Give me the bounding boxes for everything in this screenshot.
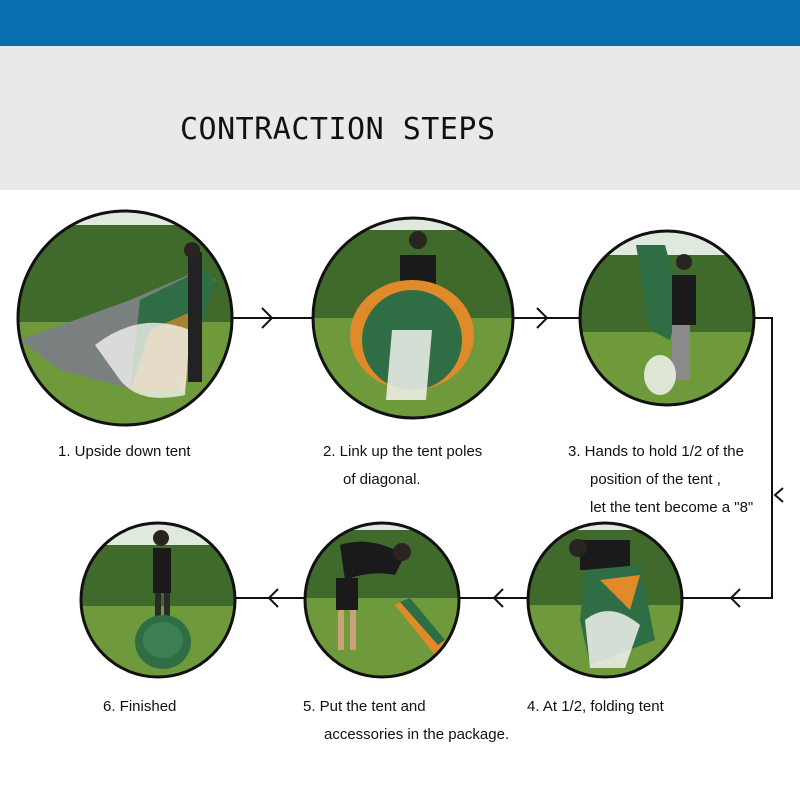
step-5-caption: 5. Put the tent and accessories in the package.	[303, 698, 510, 743]
finished-bag-photo	[78, 520, 243, 686]
folding-tent-photo	[525, 520, 685, 685]
packing-tent-photo	[300, 520, 465, 680]
step-4-caption: 4. At 1/2, folding tent	[527, 698, 664, 715]
tent-figure-eight-photo	[578, 228, 758, 412]
step-1-caption: 1. Upside down tent	[58, 443, 191, 460]
step-6-caption: 6. Finished	[103, 698, 177, 715]
step-3-caption: 3. Hands to hold 1/2 of the position of the tent , let the tent become a "8"	[568, 443, 754, 516]
step-2-caption: 2. Link up the tent poles of diagonal.	[323, 443, 483, 488]
tent-upside-down-photo	[0, 200, 260, 440]
tent-poles-diagonal-photo	[300, 210, 530, 430]
page-title: CONTRACTION STEPS	[180, 112, 496, 147]
